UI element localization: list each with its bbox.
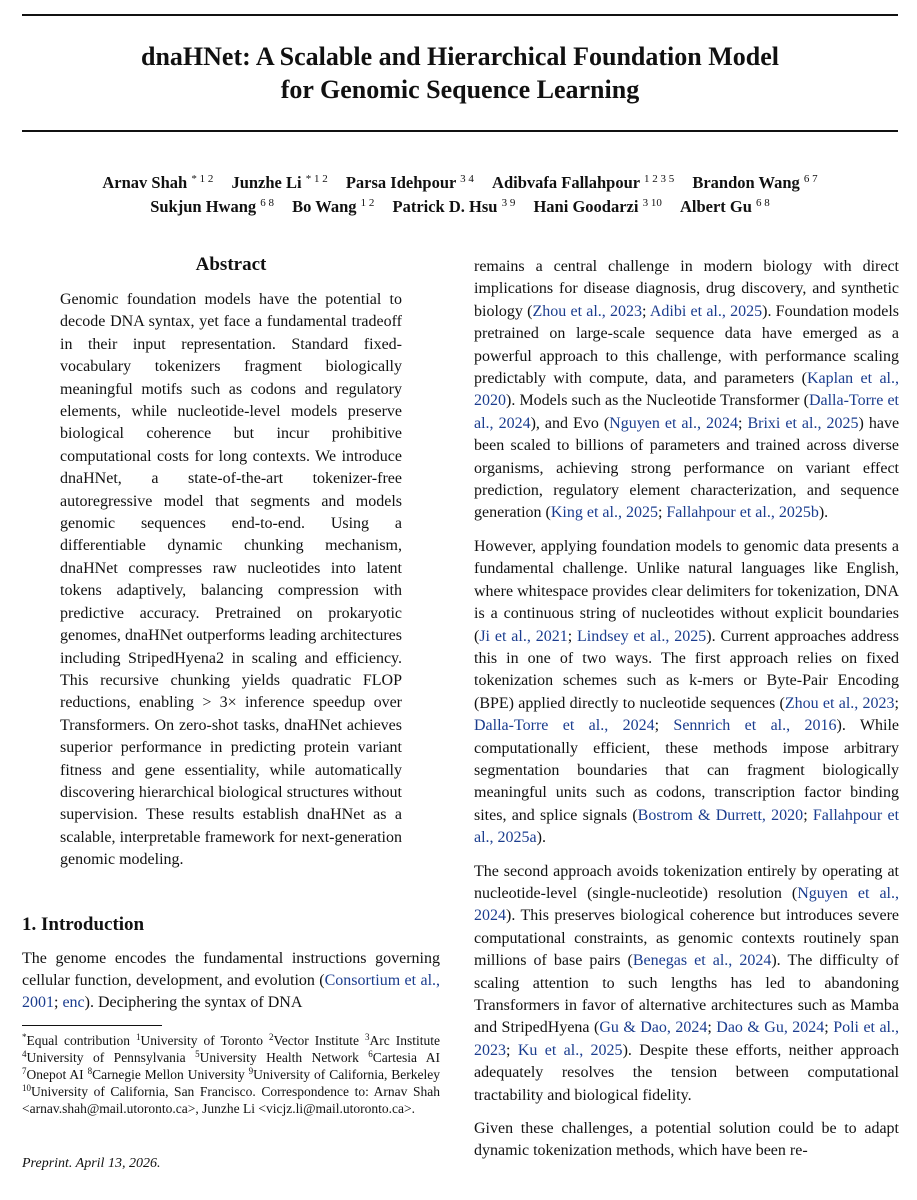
- author: Parsa Idehpour $^{3 4}$: [345, 173, 474, 192]
- right-column: [474, 256, 899, 1174]
- author: Arnav Shah $^{* 1 2}$: [102, 173, 214, 192]
- intro-paragraph: However, applying foundation models to genomic data presents a fundamental challenge. Unlike natural languages like English, where whitespace provides clear delimiters for tokenization, DNA is a continuous string of nucleotides without explicit boundaries (Ji et al., 2021; Lindsey et al., 2025). Current approaches address this in one of two ways. The first approach relies on fixed tokenization schemes such as k-mers or Byte-Pair Encoding (BPE) applied directly to nucleotide sequences (Zhou et al., 2023; Dalla-Torre et al., 2024; Sennrich et al., 2016). While computationally efficient, these methods impose arbitrary segmentation boundaries that can fragment biologically meaningful units such as codons, transcription factor binding sites, and splice signals (Bostrom & Durrett, 2020; Fallahpour et al., 2025a).: [474, 537, 900, 847]
- citation-link[interactable]: Ku et al., 2025: [517, 1041, 623, 1059]
- citation-link[interactable]: Dalla-Torre et al., 2024: [474, 392, 900, 432]
- citation-link[interactable]: Bostrom & Durrett, 2020: [637, 806, 804, 824]
- author: Sukjun Hwang $^{6 8}$: [150, 197, 275, 216]
- author-list: [22, 171, 898, 219]
- intro-paragraph: Given these challenges, a potential solution could be to adapt dynamic tokenization methods, which have been re-: [474, 1120, 899, 1160]
- author: Hani Goodarzi $^{3 10}$: [533, 197, 662, 216]
- title-top-rule: [22, 14, 898, 16]
- affiliations-footnote: *Equal contribution $^1$University of Toronto $^2$Vector Institute $^3$Arc Institute $^4$University of Pennsylvania $^5$University Health Network $^6$Cartesia AI $^7$Onepot AI $^8$Carnegie Mellon University $^9$University of California, Berkeley $^{10}$University of California, San Francisco. Correspondence to: Arnav Shah <arnav.shah@mail.utoronto.ca>, Junzhe Li <vicjz.li@mail.utoronto.ca>.: [22, 1031, 441, 1116]
- citation-link[interactable]: Consortium et al., 2001: [22, 971, 441, 1012]
- citation-link[interactable]: Zhou et al., 2023: [784, 694, 895, 712]
- author: Adibvafa Fallahpour $^{1 2 3 5}$: [492, 173, 675, 192]
- preprint-notice: Preprint. April 13, 2026.: [22, 1156, 161, 1171]
- author: Brandon Wang $^{6 7}$: [692, 173, 818, 192]
- citation-link[interactable]: Benegas et al., 2024: [632, 952, 772, 970]
- paper-title: [22, 40, 898, 106]
- left-column: [22, 252, 440, 1117]
- author: Junzhe Li $^{* 1 2}$: [231, 173, 328, 192]
- citation-link[interactable]: Lindsey et al., 2025: [577, 627, 707, 645]
- citation-link[interactable]: Brixi et al., 2025: [747, 414, 859, 432]
- citation-link[interactable]: Fallahpour et al., 2025a: [474, 806, 900, 847]
- title-bottom-rule: [22, 130, 898, 132]
- abstract-heading: Abstract: [195, 254, 267, 275]
- citation-link[interactable]: Gu & Dao, 2024: [599, 1019, 708, 1037]
- citation-link[interactable]: Sennrich et al., 2016: [673, 717, 837, 735]
- title-line-2: for Genomic Sequence Learning: [280, 75, 640, 104]
- footnote-rule: [22, 1025, 162, 1026]
- citation-link[interactable]: Zhou et al., 2023: [532, 302, 643, 320]
- citation-link[interactable]: King et al., 2025: [550, 504, 658, 522]
- intro-paragraph: The second approach avoids tokenization entirely by operating at nucleotide-level (single-nucleotide) resolution (Nguyen et al., 2024). This preserves biological coherence but introduces severe computational constraints, as genomic contexts routinely span millions of base pairs (Benegas et al., 2024). The difficulty of scaling attention to such lengths has led to abandoning Transformers in favor of alternative architectures such as Mamba and StripedHyena (Gu & Dao, 2024; Dao & Gu, 2024; Poli et al., 2023; Ku et al., 2025). Despite these efforts, neither approach adequately resolves the tension between computational tractability and biological fidelity.: [474, 862, 900, 1104]
- citation-link[interactable]: enc: [62, 994, 85, 1012]
- citation-link[interactable]: Dao & Gu, 2024: [716, 1019, 825, 1037]
- citation-link[interactable]: Kaplan et al., 2020: [474, 370, 899, 410]
- intro-paragraph: The genome encodes the fundamental instructions governing cellular function, development, and evolution (Consortium et al., 2001; enc). Deciphering the syntax of DNA: [22, 949, 441, 1012]
- intro-paragraph: remains a central challenge in modern biology with direct implications for disease diagnosis, drug discovery, and synthetic biology (Zhou et al., 2023; Adibi et al., 2025). Foundation models pretrained on large-scale sequence data have emerged as a powerful approach to this challenge, with performance scaling predictably with compute, data, and parameters (Kaplan et al., 2020). Models such as the Nucleotide Transformer (Dalla-Torre et al., 2024), and Evo (Nguyen et al., 2024; Brixi et al., 2025) have been scaled to billions of parameters and trained across diverse organisms, achieving strong performance on variant effect prediction, regulatory element characterization, and sequence generation (King et al., 2025; Fallahpour et al., 2025b).: [474, 258, 900, 522]
- citation-link[interactable]: Nguyen et al., 2024: [474, 884, 900, 925]
- citation-link[interactable]: Ji et al., 2021: [479, 627, 568, 645]
- section-heading-introduction: 1. Introduction: [22, 913, 145, 935]
- citation-link[interactable]: Dalla-Torre et al., 2024: [474, 717, 655, 735]
- citation-link[interactable]: Poli et al., 2023: [474, 1019, 899, 1059]
- author: Patrick D. Hsu $^{3 9}$: [392, 197, 516, 216]
- citation-link[interactable]: Adibi et al., 2025: [649, 302, 763, 320]
- abstract-text: Genomic foundation models have the potential to decode DNA syntax, yet face a fundamental tradeoff in their input representation. Standard fixed-vocabulary tokenizers fragment biologically meaningful motifs such as codons and regulatory elements, while nucleotide-level models preserve biological coherence but incur prohibitive computational costs for long contexts. We introduce dnaHNet, a state-of-the-art tokenizer-free autoregressive model that segments and models genomic sequences end-to-end. Using a differentiable dynamic chunking mechanism, dnaHNet compresses raw nucleotides into latent tokens adaptively, balancing compression with predictive accuracy. Pretrained on prokaryotic genomes, dnaHNet outperforms leading architectures including StripedHyena2 in scaling and efficiency. This recursive chunking yields quadratic FLOP reductions, enabling > 3× inference speedup over Transformers. On zero-shot tasks, dnaHNet achieves superior performance in predicting protein variant fitness and gene essentiality, while automatically discovering hierarchical biological structures without supervision. These results establish dnaHNet as a scalable, interpretable framework for next-generation genomic modeling.: [60, 291, 402, 869]
- title-line-1: dnaHNet: A Scalable and Hierarchical Foundation Model: [140, 42, 779, 71]
- author: Bo Wang $^{1 2}$: [292, 197, 375, 216]
- citation-link[interactable]: Fallahpour et al., 2025b: [666, 504, 819, 522]
- citation-link[interactable]: Nguyen et al., 2024: [609, 414, 738, 432]
- author: Albert Gu $^{6 8}$: [679, 197, 770, 216]
